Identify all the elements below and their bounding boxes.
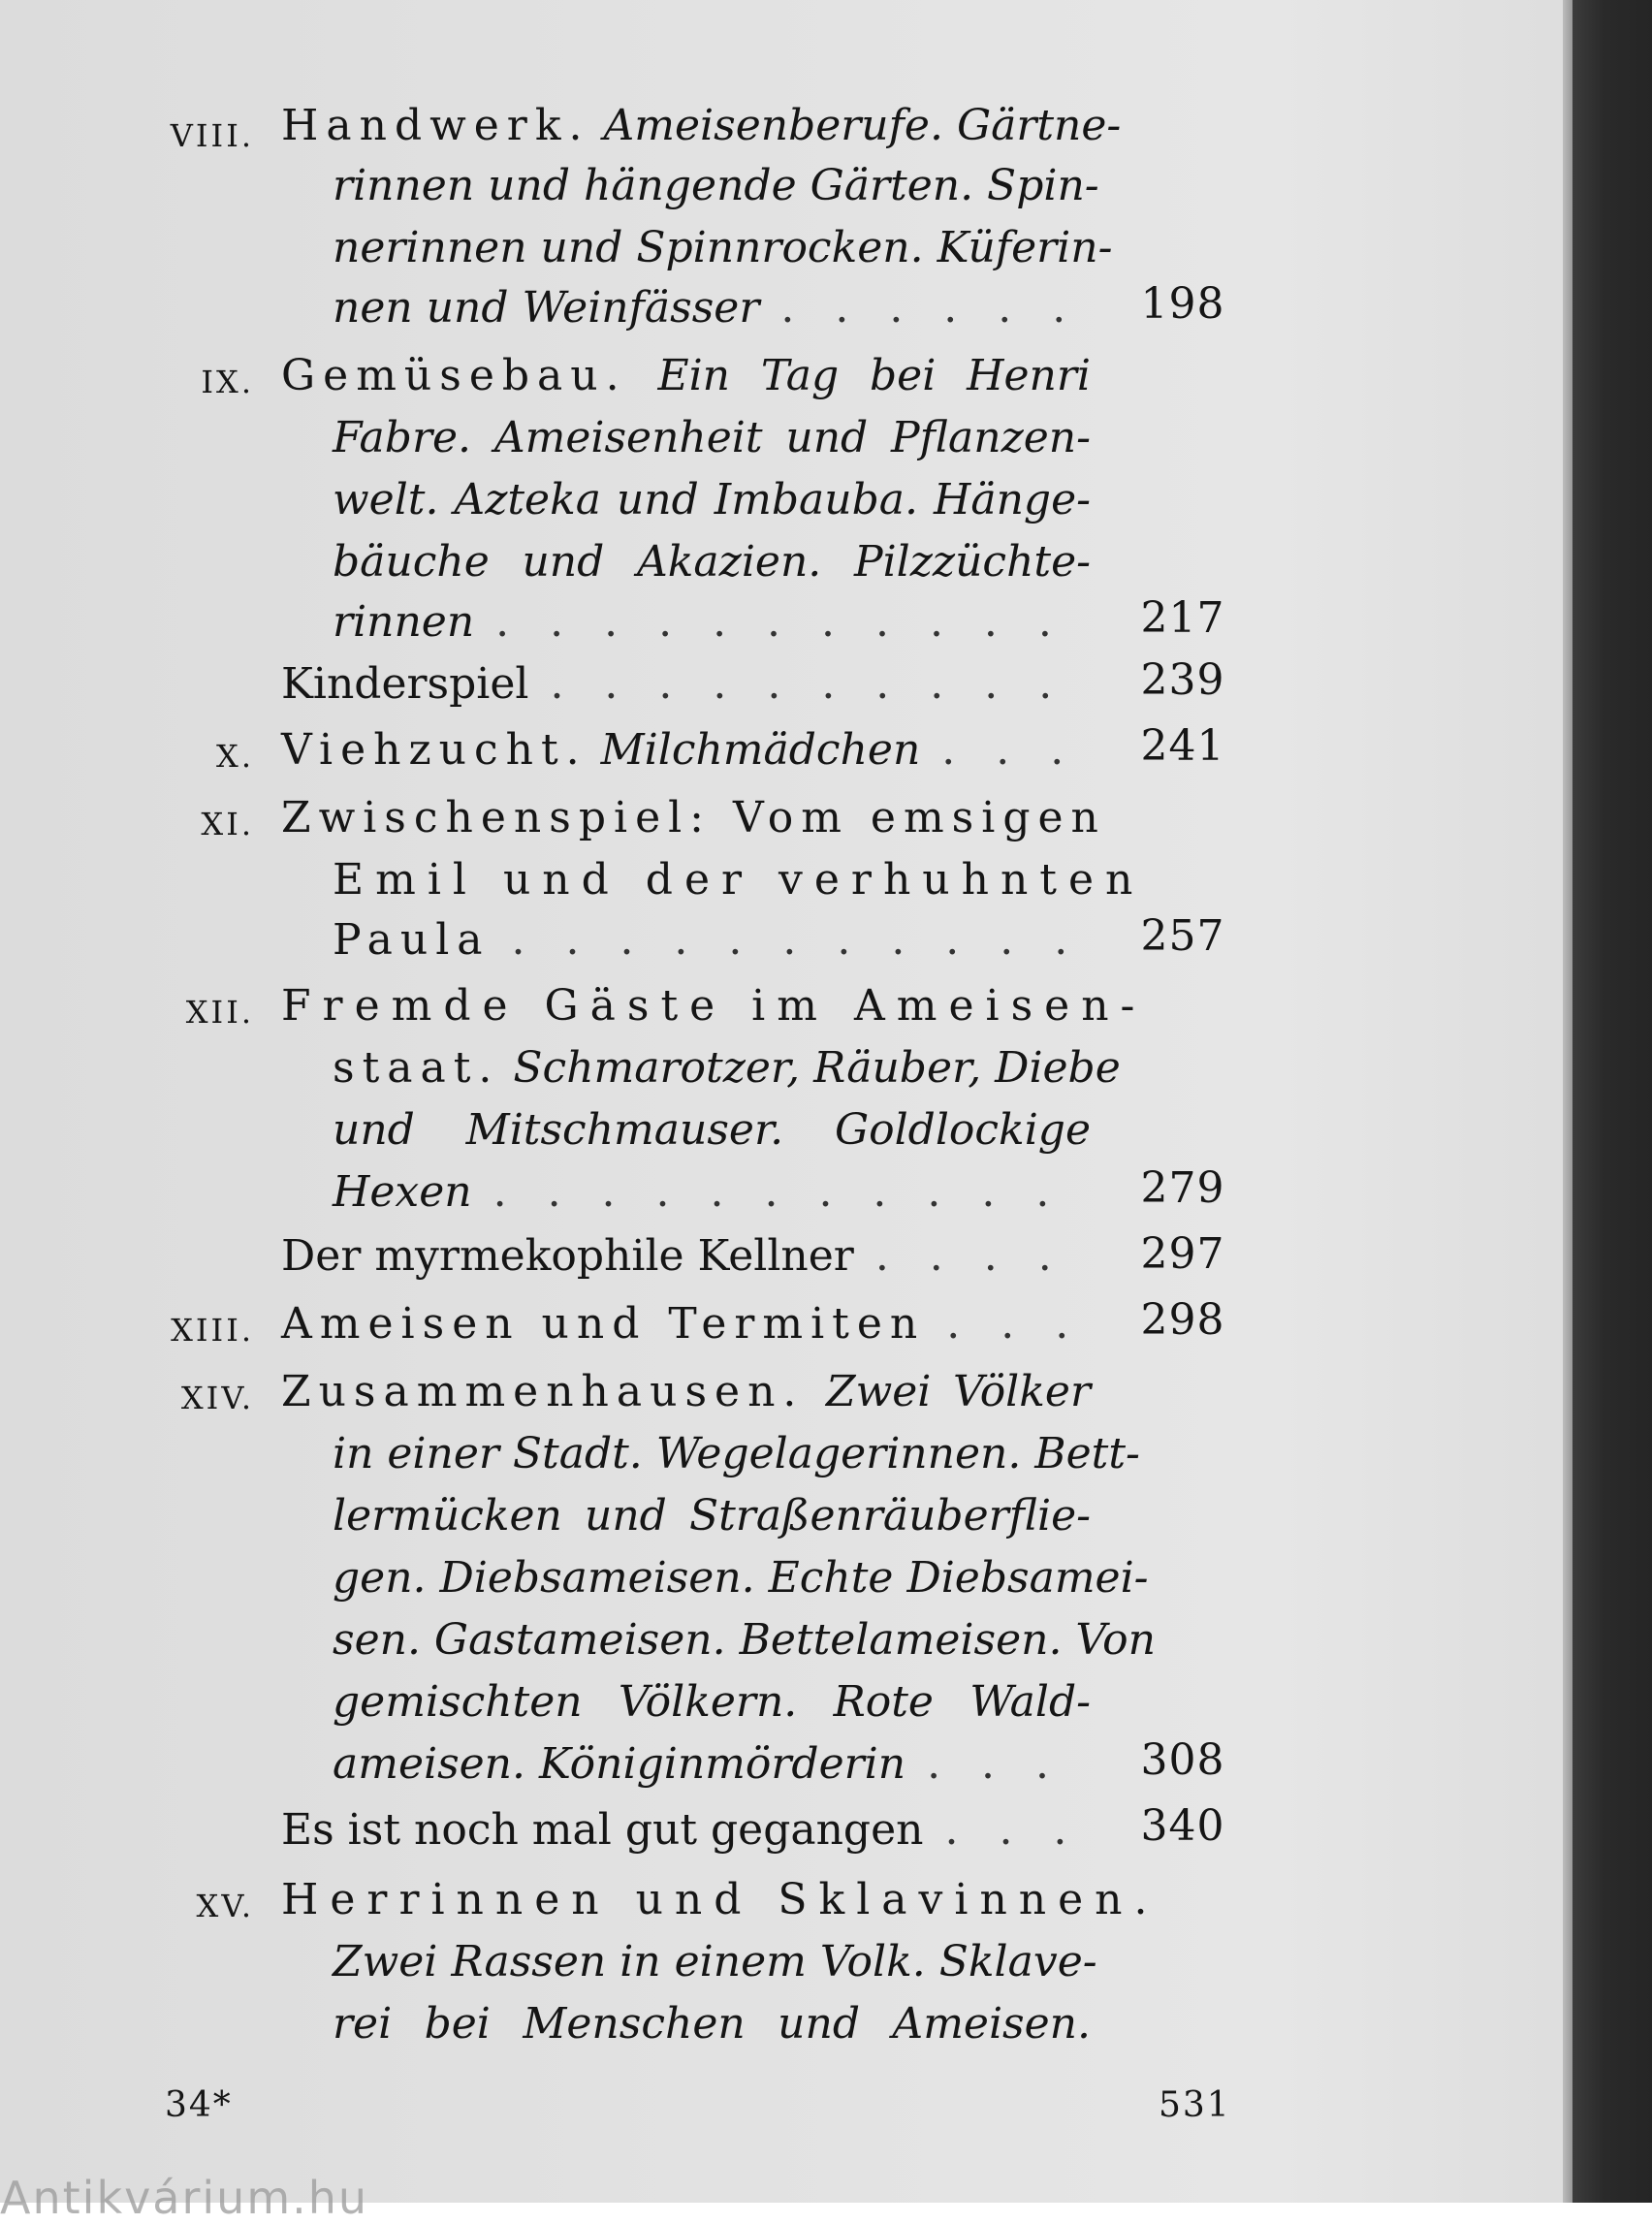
chapter-x-page: 241 bbox=[1140, 721, 1225, 771]
chapter-ix-subtitle-line-3: welt. Azteka und Imbauba. Hänge- bbox=[333, 475, 1091, 524]
chapter-xii-subtitle-line-2: und Mitschmauser. Goldlockige bbox=[333, 1105, 1091, 1155]
chapter-xiv-title: Zusammenhausen. bbox=[281, 1367, 805, 1416]
chapter-xiii-line bbox=[281, 1293, 1091, 1355]
chapter-xiii-page: 298 bbox=[1140, 1295, 1225, 1345]
chapter-viii-subtitle-line-1: Ameisenberufe. Gärtne- bbox=[603, 101, 1122, 150]
watermark: Antikvárium.hu bbox=[0, 2172, 369, 2224]
chapter-viii-title-line bbox=[281, 95, 1122, 157]
chapter-xi-title-line-3: Paula bbox=[333, 915, 491, 965]
chapter-xiv-subtitle-line-1: Zwei Völker bbox=[826, 1367, 1091, 1416]
chapter-numeral-xii: XII. bbox=[185, 994, 254, 1031]
chapter-viii-last-line bbox=[333, 277, 1091, 339]
dot-leader bbox=[905, 1733, 1091, 1795]
chapter-numeral-xv: XV. bbox=[196, 1888, 254, 1924]
chapter-numeral-ix: IX. bbox=[201, 364, 254, 400]
chapter-viii-title: Handwerk. bbox=[281, 101, 590, 150]
page-number: 531 bbox=[1159, 2085, 1231, 2125]
chapter-xv-title: Herrinnen und Sklavinnen. bbox=[281, 1875, 1160, 1924]
chapter-xiv-subtitle-line-6: gemischten Völkern. Rote Wald- bbox=[333, 1677, 1091, 1727]
section-kinderspiel-page: 239 bbox=[1140, 655, 1225, 705]
chapter-viii-subtitle-line-2: rinnen und hängende Gärten. Spin- bbox=[333, 161, 1099, 210]
chapter-xiv-subtitle-line-2: in einer Stadt. Wegelagerinnen. Bett- bbox=[333, 1429, 1140, 1478]
dot-leader bbox=[923, 1799, 1091, 1861]
dot-leader bbox=[472, 1161, 1091, 1223]
chapter-xii-page: 279 bbox=[1140, 1163, 1225, 1213]
chapter-xiv-subtitle-line-4: gen. Diebsameisen. Echte Diebsamei- bbox=[333, 1553, 1149, 1603]
dot-leader bbox=[528, 653, 1091, 715]
chapter-numeral-xiv: XIV. bbox=[180, 1380, 254, 1416]
chapter-xii-title-line-2-title: staat. bbox=[333, 1043, 500, 1093]
dot-leader bbox=[474, 591, 1091, 653]
chapter-viii-page: 198 bbox=[1140, 279, 1225, 329]
chapter-x-line bbox=[281, 719, 1091, 781]
chapter-viii-subtitle-line-3: nerinnen und Spinnrocken. Küferin- bbox=[333, 223, 1113, 272]
chapter-xiv-title-line bbox=[281, 1361, 1091, 1423]
chapter-xi-title-line-2: Emil und der verhuhnten bbox=[333, 855, 1145, 905]
chapter-x-subtitle: Milchmädchen bbox=[600, 725, 921, 775]
chapter-xii-title-line-1: Fremde Gäste im Ameisen- bbox=[281, 981, 1147, 1031]
chapter-xi-last-line bbox=[333, 909, 1091, 971]
dot-leader bbox=[759, 277, 1091, 339]
chapter-ix-subtitle-line-2: Fabre. Ameisenheit und Pflanzen- bbox=[333, 413, 1091, 462]
chapter-ix-subtitle-line-4: bäuche und Akazien. Pilzzüchte- bbox=[333, 537, 1091, 587]
chapter-ix-subtitle-line-1: Ein Tag bei Henri bbox=[657, 351, 1091, 400]
printer-signature: 34* bbox=[165, 2085, 233, 2125]
dot-leader bbox=[854, 1225, 1091, 1287]
chapter-xv-subtitle-line-2: rei bei Menschen und Ameisen. bbox=[333, 1999, 1091, 2049]
book-binding-edge bbox=[1573, 0, 1652, 2203]
chapter-xii-last-line bbox=[333, 1161, 1091, 1223]
chapter-xv-subtitle-line-1: Zwei Rassen in einem Volk. Sklave- bbox=[333, 1937, 1097, 1986]
section-gegangen-title: Es ist noch mal gut gegangen bbox=[281, 1805, 924, 1855]
section-gegangen-line bbox=[281, 1799, 1091, 1861]
chapter-xii-subtitle-line-1: Schmarotzer, Räuber, Diebe bbox=[513, 1043, 1121, 1093]
chapter-numeral-x: X. bbox=[216, 738, 254, 775]
chapter-xiv-page: 308 bbox=[1140, 1735, 1225, 1785]
chapter-viii-subtitle-line-4: nen und Weinfässer bbox=[333, 283, 760, 333]
chapter-numeral-xi: XI. bbox=[201, 806, 254, 842]
section-kellner-page: 297 bbox=[1140, 1229, 1225, 1279]
chapter-ix-title: Gemüsebau. bbox=[281, 351, 627, 400]
section-kinderspiel-title: Kinderspiel bbox=[281, 659, 529, 709]
dot-leader bbox=[920, 719, 1091, 781]
section-kinderspiel-line bbox=[281, 653, 1091, 715]
section-kellner-title: Der myrmekophile Kellner bbox=[281, 1231, 854, 1281]
chapter-xii-subtitle-line-3: Hexen bbox=[333, 1167, 472, 1217]
dot-leader bbox=[491, 909, 1091, 971]
chapter-ix-page: 217 bbox=[1140, 593, 1225, 643]
chapter-xiii-title: Ameisen und Termiten bbox=[281, 1299, 926, 1349]
chapter-numeral-viii: VIII. bbox=[170, 117, 254, 154]
chapter-xiv-subtitle-line-5: sen. Gastameisen. Bettelameisen. Von bbox=[333, 1615, 1156, 1665]
section-gegangen-page: 340 bbox=[1140, 1801, 1225, 1851]
chapter-xiv-subtitle-line-3: lermücken und Straßenräuberflie- bbox=[333, 1491, 1091, 1541]
chapter-ix-title-line bbox=[281, 345, 1091, 407]
section-kellner-line bbox=[281, 1225, 1091, 1287]
chapter-xi-title-line-1: Zwischenspiel: Vom emsigen bbox=[281, 793, 1106, 842]
chapter-ix-last-line bbox=[333, 591, 1091, 653]
chapter-ix-subtitle-line-5: rinnen bbox=[333, 597, 475, 647]
chapter-x-title: Viehzucht. bbox=[281, 725, 588, 775]
chapter-xi-page: 257 bbox=[1140, 911, 1225, 961]
dot-leader bbox=[925, 1293, 1091, 1355]
chapter-xii-title-line-2 bbox=[333, 1037, 1121, 1099]
chapter-xiv-last-line bbox=[333, 1733, 1091, 1795]
chapter-xiv-subtitle-line-7: ameisen. Königinmörderin bbox=[333, 1739, 906, 1789]
chapter-numeral-xiii: XIII. bbox=[171, 1312, 254, 1349]
